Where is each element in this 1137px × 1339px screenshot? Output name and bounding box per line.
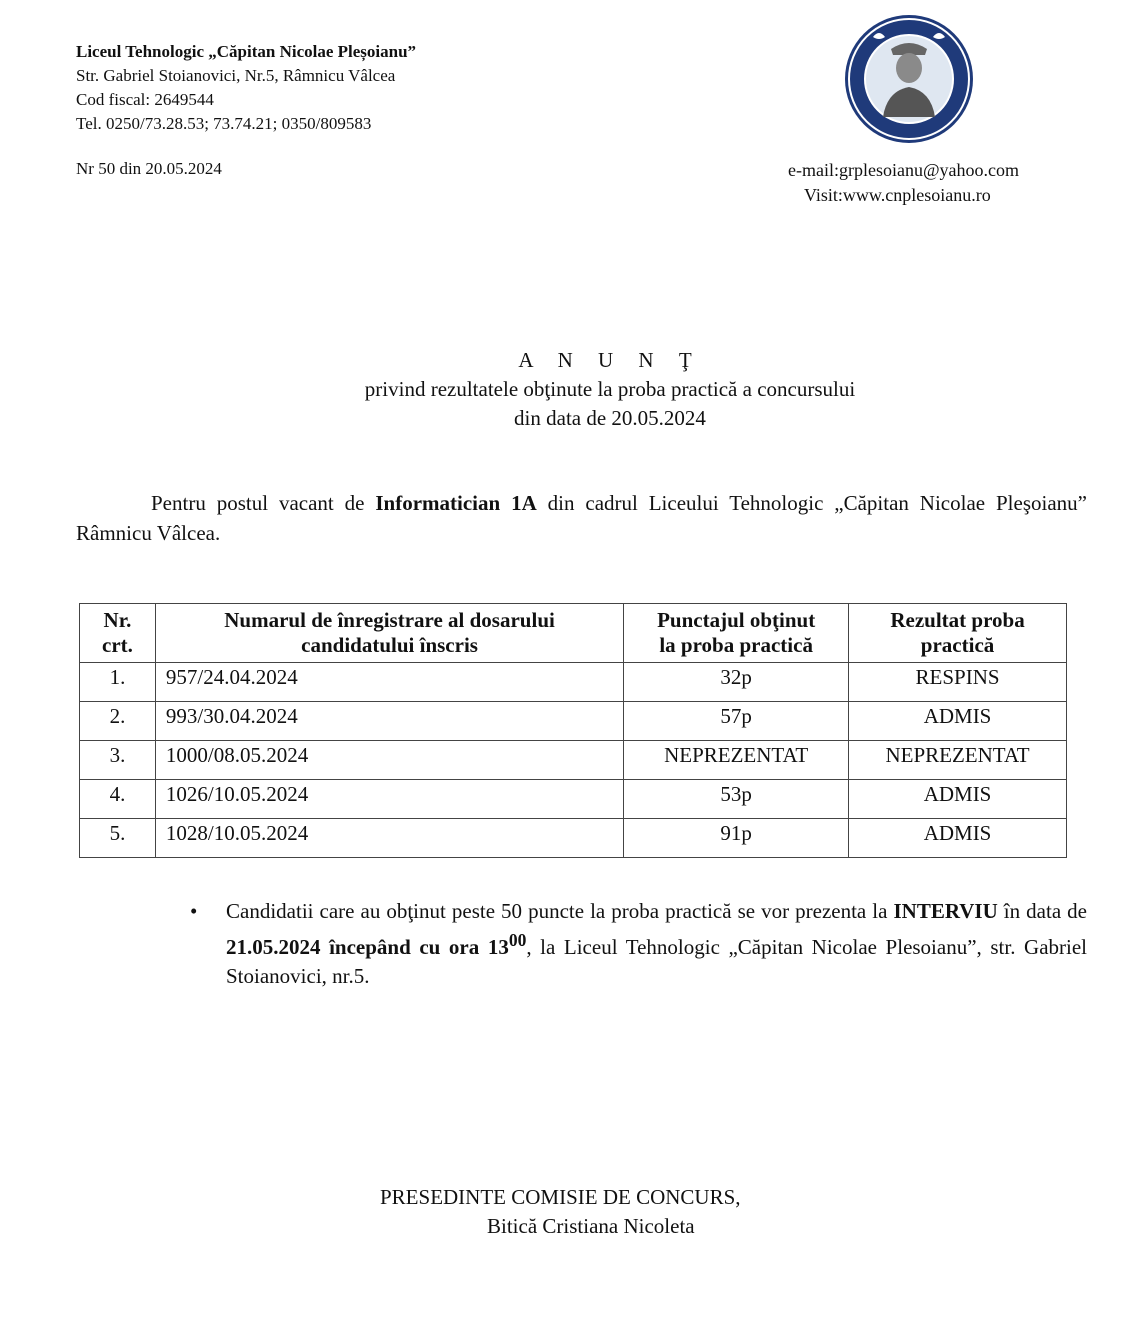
table-row xyxy=(80,780,1067,819)
interview-note xyxy=(190,897,1087,991)
cell-dosar: 957/24.04.2024 xyxy=(155,663,623,702)
cell-punctaj: NEPREZENTAT xyxy=(624,741,849,780)
cell-rezultat: RESPINS xyxy=(849,663,1067,702)
school-name: Liceul Tehnologic „Căpitan Nicolae Pleșoianu” xyxy=(76,42,417,61)
note-text: Candidatii care au obţinut peste 50 puncte la proba practică se vor prezenta la INTERVIU în data de 21.05.2024 începând cu ora $13^{00}$, la Liceul Tehnologic „Căpitan Nicolae Plesoianu”, str. Gabriel Stoianovici, nr.5. xyxy=(226,899,1088,988)
announcement-title xyxy=(0,346,1137,433)
cell-rezultat: NEPREZENTAT xyxy=(849,741,1067,780)
email-text: e-mail:grplesoianu@yahoo.com xyxy=(788,160,1020,180)
header-punctaj: Punctajul obţinut la proba practică xyxy=(624,604,849,663)
cell-dosar: 1000/08.05.2024 xyxy=(155,741,623,780)
signature-block xyxy=(380,1183,741,1241)
table-header-row xyxy=(80,604,1067,663)
cell-rezultat: ADMIS xyxy=(849,780,1067,819)
intro-prefix: Pentru postul vacant de xyxy=(151,491,376,515)
results-table xyxy=(79,603,1067,858)
title-line-1: privind rezultatele obţinute la proba practică a concursului xyxy=(364,377,856,401)
contact-info xyxy=(788,158,1019,208)
school-header xyxy=(76,40,416,136)
title-heading: A N U N Ţ xyxy=(518,348,702,372)
header-dosar: Numarul de înregistrare al dosarului candidatului înscris xyxy=(155,604,623,663)
cell-nr: 4. xyxy=(80,780,156,819)
school-logo xyxy=(843,13,975,145)
cell-nr: 5. xyxy=(80,819,156,858)
cell-dosar: 993/30.04.2024 xyxy=(155,702,623,741)
title-line-2: din data de 20.05.2024 xyxy=(514,406,706,430)
website-text: Visit:www.cnplesoianu.ro xyxy=(804,185,991,205)
table-row xyxy=(80,702,1067,741)
cell-rezultat: ADMIS xyxy=(849,702,1067,741)
header-nr: Nr. crt. xyxy=(80,604,156,663)
cell-punctaj: 91p xyxy=(624,819,849,858)
phone-numbers: Tel. 0250/73.28.53; 73.74.21; 0350/809583 xyxy=(76,114,372,133)
cell-dosar: 1028/10.05.2024 xyxy=(155,819,623,858)
interview-label: INTERVIU xyxy=(893,899,998,923)
cell-punctaj: 32p xyxy=(624,663,849,702)
cell-punctaj: 57p xyxy=(624,702,849,741)
signature-role: PRESEDINTE COMISIE DE CONCURS, xyxy=(380,1185,741,1209)
position-name: Informatician 1A xyxy=(375,491,537,515)
table-row xyxy=(80,741,1067,780)
fiscal-code: Cod fiscal: 2649544 xyxy=(76,90,214,109)
signature-name: Bitică Cristiana Nicoleta xyxy=(487,1214,695,1238)
cell-punctaj: 53p xyxy=(624,780,849,819)
interview-date: 21.05.2024 începând cu ora $13^{00}$ xyxy=(226,930,527,959)
cell-nr: 1. xyxy=(80,663,156,702)
table-row xyxy=(80,819,1067,858)
intro-suffix: din cadrul Liceului Tehnologic „Căpitan Nicolae Pleşoianu” Râmnicu Vâlcea. xyxy=(76,491,1087,545)
cell-dosar: 1026/10.05.2024 xyxy=(155,780,623,819)
bullet-icon: • xyxy=(190,899,198,923)
table-row xyxy=(80,663,1067,702)
registration-number: Nr 50 din 20.05.2024 xyxy=(76,159,222,178)
school-address: Str. Gabriel Stoianovici, Nr.5, Râmnicu Vâlcea xyxy=(76,66,396,85)
cell-nr: 2. xyxy=(80,702,156,741)
cell-nr: 3. xyxy=(80,741,156,780)
intro-paragraph xyxy=(76,488,1087,548)
cell-rezultat: ADMIS xyxy=(849,819,1067,858)
header-rezultat: Rezultat proba practică xyxy=(849,604,1067,663)
